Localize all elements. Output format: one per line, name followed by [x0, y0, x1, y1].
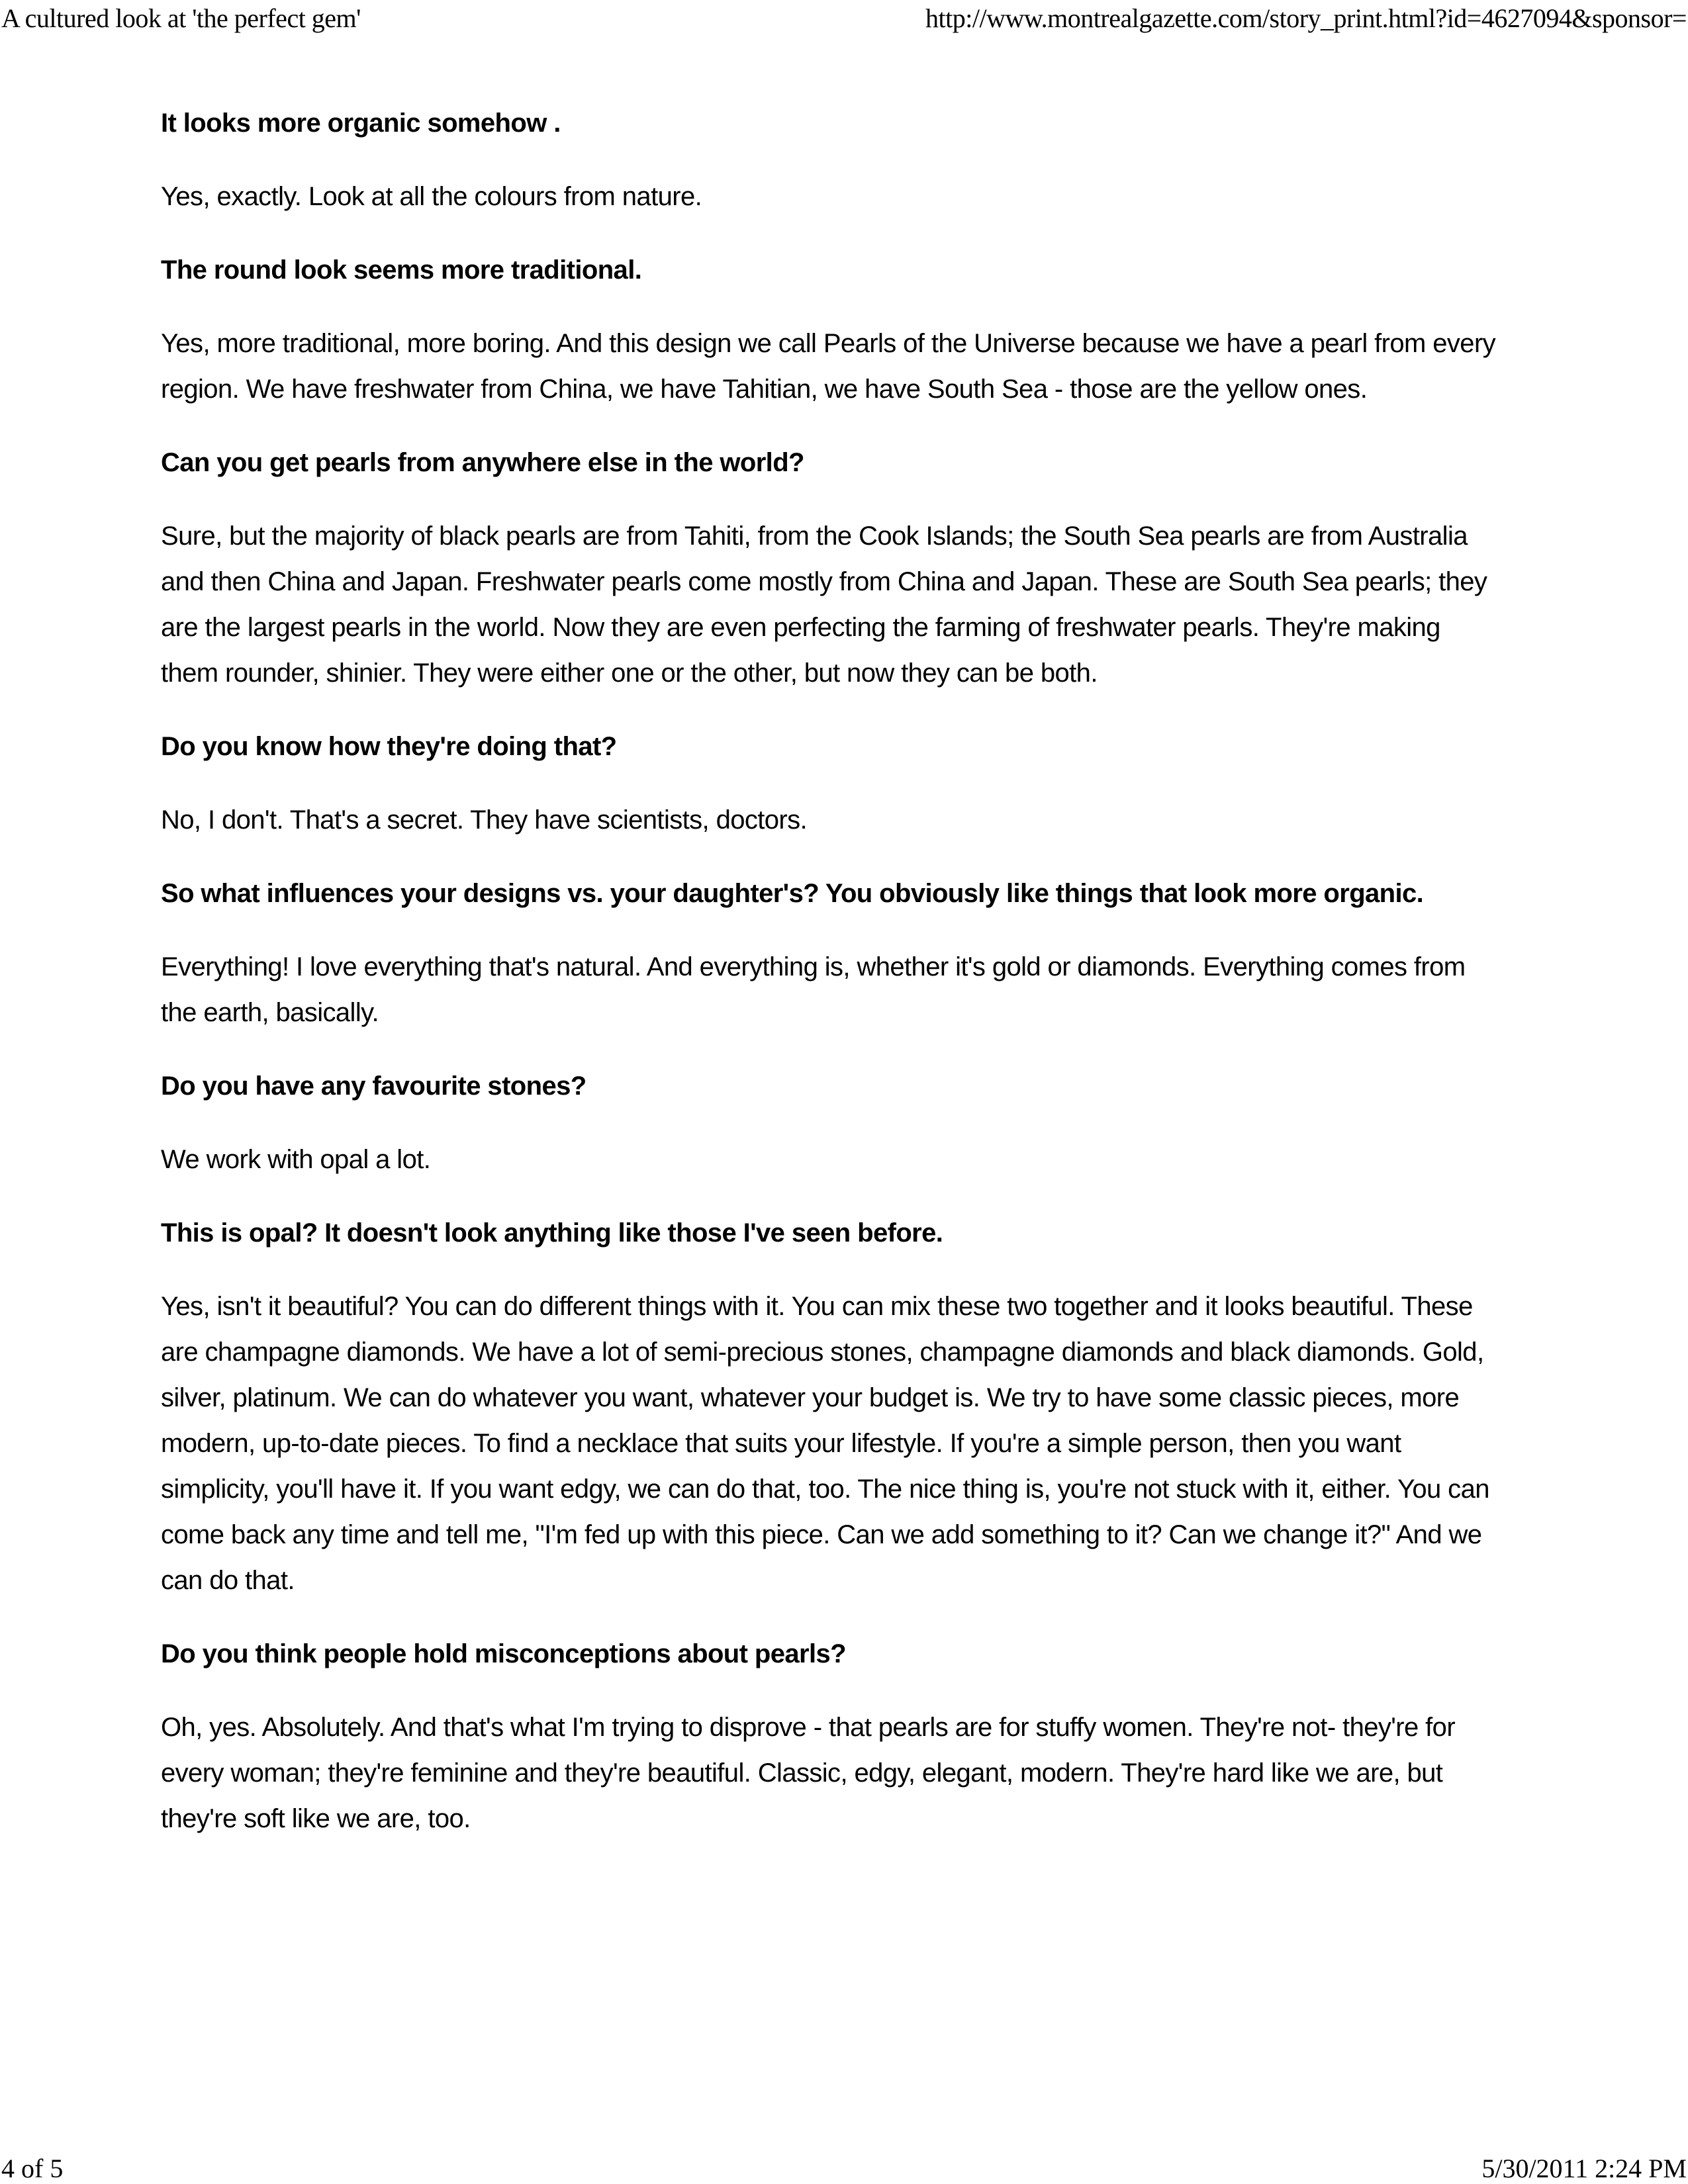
page-number: 4 of 5 [1, 2154, 64, 2183]
interview-answer: Yes, exactly. Look at all the colours from nature. [161, 182, 702, 211]
print-header-url: http://www.montrealgazette.com/story_print.html?id=4627094&sponsor= [925, 3, 1687, 33]
interview-answer: We work with opal a lot. [161, 1145, 431, 1174]
interview-question: The round look seems more traditional. [161, 255, 642, 285]
interview-question: Do you have any favourite stones? [161, 1071, 586, 1101]
interview-question: So what influences your designs vs. your daughter's? You obviously like things that look more organic. [161, 879, 1424, 908]
interview-answer: No, I don't. That's a secret. They have scientists, doctors. [161, 805, 808, 835]
interview-question: Do you think people hold misconceptions about pearls? [161, 1639, 846, 1668]
interview-answer: Oh, yes. Absolutely. And that's what I'm trying to disprove - that pearls are for stuffy women. They're not- they're for every woman; they're feminine and they're beautiful. Classic, edgy, elegant, modern. They're hard like we are, but they're soft like we are, too. [161, 1713, 1456, 1833]
interview-question: It looks more organic somehow . [161, 109, 561, 138]
interview-answer: Sure, but the majority of black pearls are from Tahiti, from the Cook Islands; the South Sea pearls are from Australia and then China and Japan. Freshwater pearls come mostly from China and Japan. These are South Sea pearls; they are the largest pearls in the world. Now they are even perfecting the farming of freshwater pearls. They're making them rounder, shinier. They were either one or the other, but now they can be both. [161, 522, 1487, 688]
interview-answer: Yes, more traditional, more boring. And this design we call Pearls of the Universe because we have a pearl from every region. We have freshwater from China, we have Tahitian, we have South Sea - those are the yellow ones. [161, 329, 1496, 404]
interview-answer: Yes, isn't it beautiful? You can do different things with it. You can mix these two together and it looks beautiful. These are champagne diamonds. We have a lot of semi-precious stones, champagne diamonds and black diamonds. Gold, silver, platinum. We can do whatever you want, whatever your budget is. We try to have some classic pieces, more modern, up-to-date pieces. To find a necklace that suits your lifestyle. If you're a simple person, then you want simplicity, you'll have it. If you want edgy, we can do that, too. The nice thing is, you're not stuck with it, either. You can come back any time and tell me, "I'm fed up with this piece. Can we add something to it? Can we change it?" And we can do that. [161, 1292, 1489, 1595]
print-datetime: 5/30/2011 2:24 PM [1481, 2154, 1687, 2183]
interview-question: This is opal? It doesn't look anything like those I've seen before. [161, 1218, 943, 1248]
print-header-title: A cultured look at 'the perfect gem' [1, 3, 361, 33]
interview-question: Do you know how they're doing that? [161, 732, 617, 761]
interview-answer: Everything! I love everything that's natural. And everything is, whether it's gold or diamonds. Everything comes from the earth, basically. [161, 952, 1466, 1027]
interview-question: Can you get pearls from anywhere else in the world? [161, 448, 804, 477]
article-body [161, 101, 1498, 1870]
